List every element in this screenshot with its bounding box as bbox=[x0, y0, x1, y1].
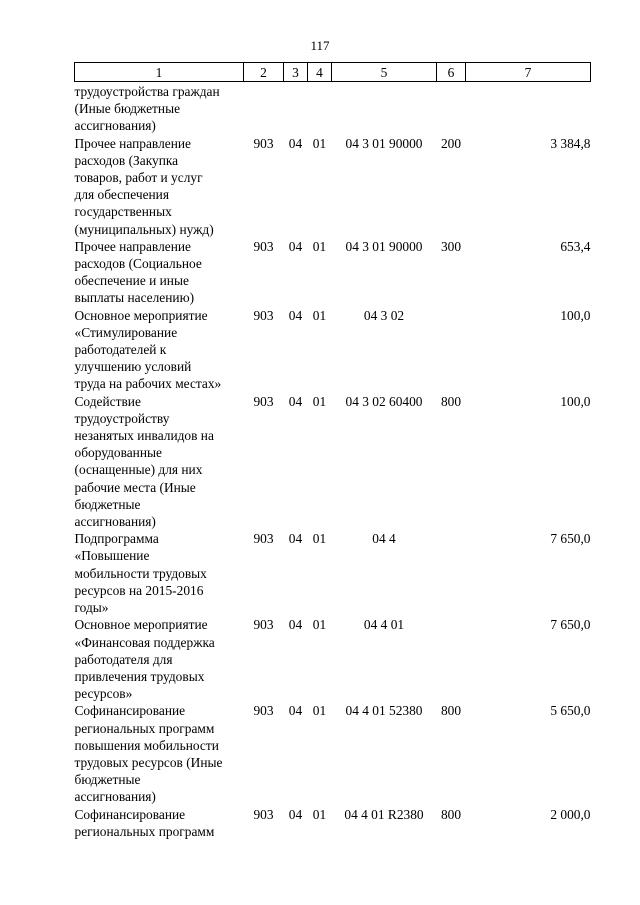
ministry-code: 903 bbox=[253, 531, 274, 547]
row-name-line: трудоустройства граждан bbox=[74, 84, 220, 99]
expense-type: 200 bbox=[440, 135, 462, 151]
column-header-1: 1 bbox=[75, 63, 244, 82]
expense-type: 300 bbox=[440, 238, 462, 254]
amount: 7 650,0 bbox=[550, 617, 591, 633]
row-name-line: оборудованные bbox=[74, 445, 162, 461]
table-body bbox=[75, 82, 591, 840]
row-name-line: повышения мобильности bbox=[74, 737, 219, 753]
ministry-code: 903 bbox=[253, 307, 274, 323]
amount: 5 650,0 bbox=[550, 703, 591, 719]
ministry-code bbox=[244, 82, 284, 135]
row-name-line: труда на рабочих местах» bbox=[74, 376, 222, 392]
column-header-7: 7 bbox=[466, 63, 591, 82]
row-name-line: ресурсов на 2015-2016 bbox=[74, 582, 204, 598]
table-row bbox=[75, 702, 591, 805]
row-name-line: рабочие места (Иные bbox=[74, 479, 196, 495]
table-row bbox=[75, 135, 591, 238]
expense-type bbox=[437, 307, 466, 393]
expense-type bbox=[437, 616, 466, 702]
row-name-line: региональных программ bbox=[74, 720, 215, 736]
expense-type: 800 bbox=[440, 703, 462, 719]
section-code: 04 bbox=[288, 617, 303, 633]
target-article: 04 3 02 bbox=[363, 307, 405, 323]
row-name bbox=[75, 393, 244, 531]
row-name-line: работодателя для bbox=[74, 651, 173, 667]
amount: 653,4 bbox=[560, 238, 591, 254]
expense-type bbox=[437, 82, 466, 135]
section-code: 04 bbox=[288, 806, 303, 822]
column-header-5: 5 bbox=[332, 63, 437, 82]
row-name-line: ассигнования) bbox=[74, 789, 156, 805]
table-row bbox=[75, 806, 591, 840]
row-name-line: незанятых инвалидов на bbox=[74, 428, 214, 444]
column-header-3: 3 bbox=[284, 63, 308, 82]
row-name bbox=[75, 238, 244, 307]
expense-type: 800 bbox=[440, 393, 462, 409]
row-name bbox=[75, 530, 244, 616]
header-row bbox=[75, 63, 591, 82]
target-article bbox=[332, 82, 437, 135]
subsection-code: 01 bbox=[312, 135, 327, 151]
row-name-line: трудоустройству bbox=[74, 410, 170, 426]
row-name-line: годы» bbox=[74, 600, 109, 616]
ministry-code: 903 bbox=[253, 703, 274, 719]
row-name-line: государственных bbox=[74, 204, 172, 220]
row-name-line: для обеспечения bbox=[74, 187, 169, 203]
amount: 3 384,8 bbox=[550, 135, 591, 151]
row-name-line: (Иные бюджетные bbox=[74, 101, 181, 117]
row-name-line: Основное мероприятие bbox=[74, 617, 208, 633]
row-name-line: Подпрограмма bbox=[74, 531, 159, 547]
section-code: 04 bbox=[288, 307, 303, 323]
table-row bbox=[75, 393, 591, 531]
target-article: 04 4 bbox=[372, 531, 396, 547]
section-code: 04 bbox=[288, 703, 303, 719]
row-name-line: ресурсов» bbox=[74, 686, 133, 702]
table-row bbox=[75, 238, 591, 307]
row-name-line: выплаты населению) bbox=[74, 290, 195, 306]
ministry-code: 903 bbox=[253, 617, 274, 633]
expense-type: 800 bbox=[440, 806, 462, 822]
row-name-line: расходов (Социальное bbox=[74, 256, 202, 272]
section-code bbox=[284, 82, 308, 135]
subsection-code: 01 bbox=[312, 617, 327, 633]
row-name bbox=[75, 82, 244, 135]
row-name bbox=[75, 307, 244, 393]
row-name-line: Основное мероприятие bbox=[74, 307, 208, 323]
column-header-2: 2 bbox=[244, 63, 284, 82]
row-name bbox=[75, 806, 244, 840]
row-name-line: Софинансирование bbox=[74, 703, 186, 719]
target-article: 04 4 01 R2380 bbox=[344, 806, 424, 822]
row-name bbox=[75, 702, 244, 805]
row-name-line: Софинансирование bbox=[74, 806, 186, 822]
subsection-code: 01 bbox=[312, 531, 327, 547]
amount: 100,0 bbox=[560, 393, 591, 409]
ministry-code: 903 bbox=[253, 135, 274, 151]
subsection-code: 01 bbox=[312, 806, 327, 822]
row-name-line: «Стимулирование bbox=[74, 324, 178, 340]
target-article: 04 3 01 90000 bbox=[345, 238, 423, 254]
row-name-line: ассигнования) bbox=[74, 118, 156, 134]
row-name-line: работодателей к bbox=[74, 342, 167, 358]
subsection-code: 01 bbox=[312, 393, 327, 409]
section-code: 04 bbox=[288, 135, 303, 151]
target-article: 04 4 01 bbox=[363, 617, 405, 633]
row-name-line: «Повышение bbox=[74, 548, 150, 564]
amount: 7 650,0 bbox=[550, 531, 591, 547]
target-article: 04 3 02 60400 bbox=[345, 393, 423, 409]
row-name-line: улучшению условий bbox=[74, 359, 192, 375]
page-number: 117 bbox=[310, 38, 330, 53]
expense-type bbox=[437, 530, 466, 616]
row-name-line: (оснащенные) для них bbox=[74, 462, 203, 478]
row-name-line: мобильности трудовых bbox=[74, 565, 207, 581]
table-row bbox=[75, 307, 591, 393]
column-header-4: 4 bbox=[308, 63, 332, 82]
subsection-code: 01 bbox=[312, 307, 327, 323]
row-name-line: (муниципальных) нужд) bbox=[74, 221, 214, 237]
target-article: 04 4 01 52380 bbox=[345, 703, 423, 719]
row-name-line: товаров, работ и услуг bbox=[74, 170, 203, 186]
subsection-code: 01 bbox=[312, 238, 327, 254]
target-article: 04 3 01 90000 bbox=[345, 135, 423, 151]
subsection-code: 01 bbox=[312, 703, 327, 719]
ministry-code: 903 bbox=[253, 393, 274, 409]
row-name-line: расходов (Закупка bbox=[74, 152, 179, 168]
section-code: 04 bbox=[288, 393, 303, 409]
row-name-line: Прочее направление bbox=[74, 238, 191, 254]
row-name-line: Прочее направление bbox=[74, 135, 191, 151]
amount bbox=[466, 82, 591, 135]
budget-table bbox=[74, 62, 591, 840]
amount: 100,0 bbox=[560, 307, 591, 323]
row-name-line: региональных программ bbox=[74, 823, 215, 839]
section-code: 04 bbox=[288, 238, 303, 254]
row-name-line: бюджетные bbox=[74, 772, 141, 788]
ministry-code: 903 bbox=[253, 806, 274, 822]
row-name-line: трудовых ресурсов (Иные bbox=[74, 754, 223, 770]
row-name-line: обеспечение и иные bbox=[74, 273, 189, 289]
row-name-line: привлечения трудовых bbox=[74, 668, 205, 684]
table-row bbox=[75, 82, 591, 135]
section-code: 04 bbox=[288, 531, 303, 547]
column-header-6: 6 bbox=[437, 63, 466, 82]
row-name-line: Содействие bbox=[74, 393, 141, 409]
row-name-line: ассигнования) bbox=[74, 514, 156, 530]
row-name bbox=[75, 135, 244, 238]
subsection-code bbox=[308, 82, 332, 135]
row-name-line: «Финансовая поддержка bbox=[74, 634, 215, 650]
row-name-line: бюджетные bbox=[74, 496, 141, 512]
table-row bbox=[75, 616, 591, 702]
table-row bbox=[75, 530, 591, 616]
ministry-code: 903 bbox=[253, 238, 274, 254]
amount: 2 000,0 bbox=[550, 806, 591, 822]
row-name bbox=[75, 616, 244, 702]
